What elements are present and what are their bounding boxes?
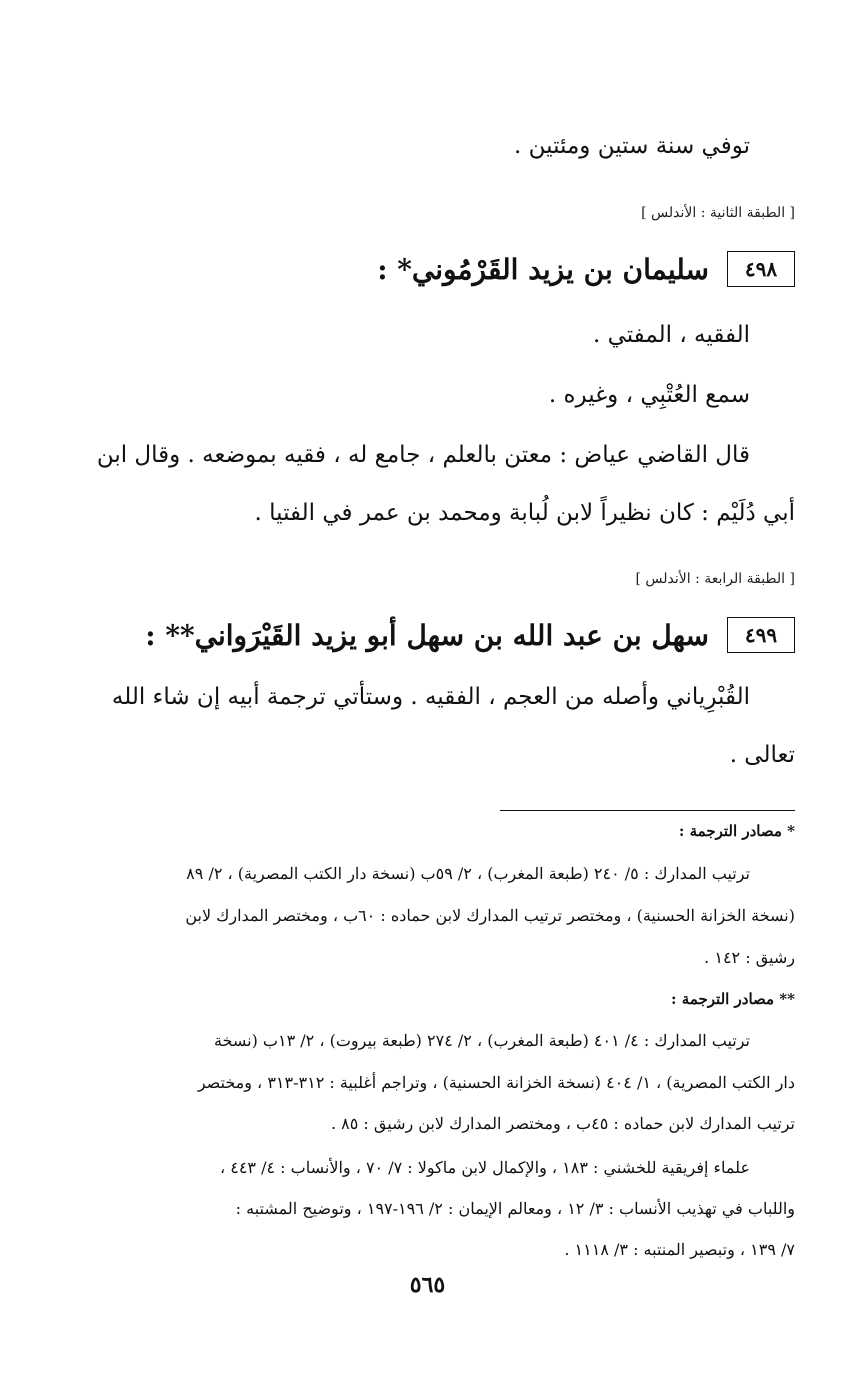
text-line: سمع العُتْبِي ، وغيره .	[548, 382, 750, 408]
page-number: ٥٦٥	[409, 1272, 446, 1298]
text-line: القُبْرِياني وأصله من العجم ، الفقيه . وستأتي ترجمة أبيه إن شاء الله	[111, 684, 750, 710]
tabaqa-label-1: [ الطبقة الثانية : الأندلس ]	[641, 205, 795, 221]
footnote-line: ٧/ ١٣٩ ، وتبصير المنتبه : ٣/ ١١١٨ .	[564, 1240, 795, 1259]
footnote-separator	[500, 810, 795, 811]
entry-number-box: ٤٩٨	[727, 251, 795, 287]
footnote-line: ترتيب المدارك : ٤/ ٤٠١ (طبعة المغرب) ، ٢/ ٢٧٤ (طبعة بيروت) ، ٢/ ١٣ب (نسخة	[213, 1031, 750, 1050]
entry-name: سهل بن عبد الله بن سهل أبو يزيد القَيْرَواني** :	[145, 618, 709, 652]
footnote-line: رشيق : ١٤٢ .	[704, 948, 795, 967]
footnote-line: ترتيب المدارك لابن حماده : ٤٥ب ، ومختصر المدارك لابن رشيق : ٨٥ .	[330, 1114, 795, 1133]
entry-header-499	[145, 612, 795, 658]
footnote-line: واللباب في تهذيب الأنساب : ٣/ ١٢ ، ومعالم الإيمان : ٢/ ١٩٦-١٩٧ ، وتوضيح المشتبه :	[235, 1199, 795, 1218]
footnote-line: علماء إفريقية للخشني : ١٨٣ ، والإكمال لابن ماكولا : ٧/ ٧٠ ، والأنساب : ٤/ ٤٤٣ ،	[219, 1158, 750, 1177]
death-year-line: توفي سنة ستين ومئتين .	[514, 133, 750, 159]
footnote-line: دار الكتب المصرية) ، ١/ ٤٠٤ (نسخة الخزانة الحسنية) ، وتراجم أغلبية : ٣١٢-٣١٣ ، ومختصر	[197, 1073, 795, 1092]
text-line: أبي دُلَيْم : كان نظيراً لابن لُبابة ومحمد بن عمر في الفتيا .	[254, 500, 795, 526]
text-line: تعالى .	[729, 742, 795, 768]
text-line: الفقيه ، المفتي .	[592, 322, 750, 348]
entry-name: سليمان بن يزيد القَرْمُوني* :	[377, 252, 709, 286]
footnote-line: ترتيب المدارك : ٥/ ٢٤٠ (طبعة المغرب) ، ٢/ ٥٩ب (نسخة دار الكتب المصرية) ، ٢/ ٨٩	[186, 864, 750, 883]
tabaqa-label-2: [ الطبقة الرابعة : الأندلس ]	[635, 571, 795, 587]
footnote-title-2: ** مصادر الترجمة :	[671, 990, 795, 1008]
text-line: قال القاضي عياض : معتن بالعلم ، جامع له ، فقيه بموضعه . وقال ابن	[96, 442, 750, 468]
footnote-line: (نسخة الخزانة الحسنية) ، ومختصر ترتيب المدارك لابن حماده : ٦٠ب ، ومختصر المدارك لابن	[185, 906, 795, 925]
footnote-title-1: * مصادر الترجمة :	[678, 822, 795, 840]
entry-header-498	[377, 246, 795, 292]
entry-number-box: ٤٩٩	[727, 617, 795, 653]
